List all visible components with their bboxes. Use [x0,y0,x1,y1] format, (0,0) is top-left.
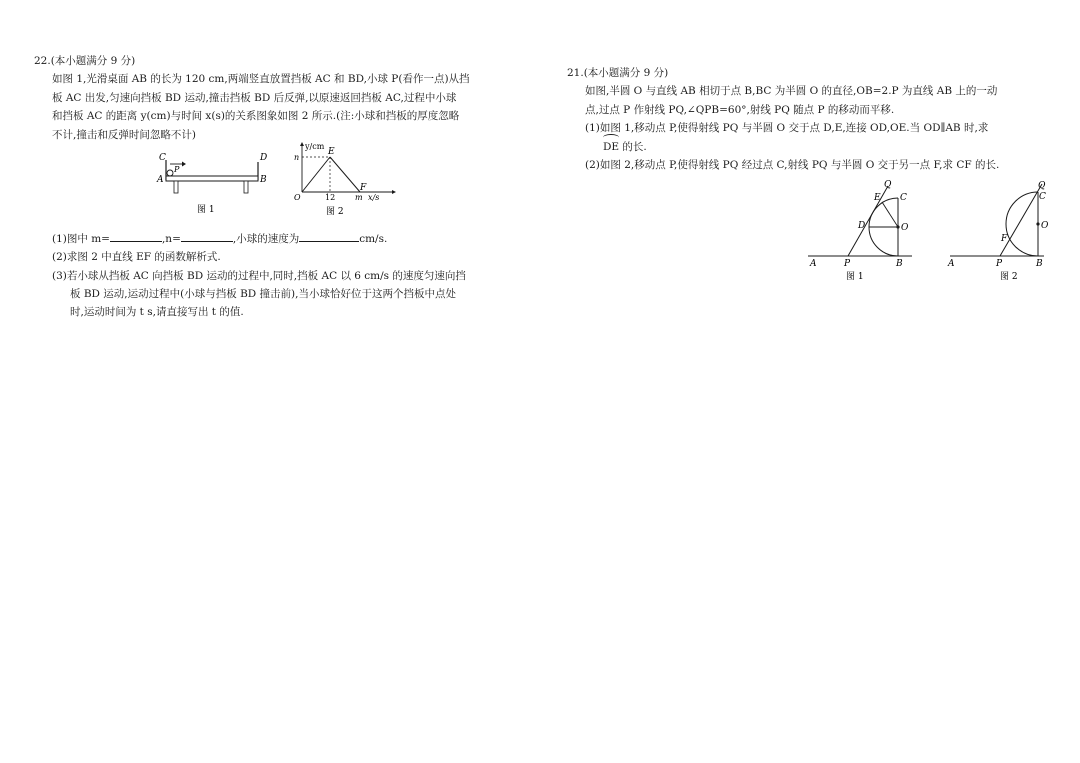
q22-sub1-m: (1)图中 m= [52,232,110,245]
q22-sub1-unit: cm/s. [359,232,388,245]
q22-figure-2 [288,140,398,218]
label-c: C [1039,192,1046,202]
label-12: 12 [325,193,336,202]
label-p: P [844,259,851,269]
y-axis-arrow-icon [300,142,304,146]
table-leg-right [244,181,248,193]
question-22 [34,52,514,322]
label-b: B [260,175,267,185]
label-x-s: x/s [368,193,380,202]
label-p: P [996,259,1003,269]
label-m: m [355,193,363,202]
label-f: F [360,183,367,193]
q21-figure-1 [800,178,924,286]
answer-blank-n [181,231,233,242]
q21-sub1-line-2 [567,138,1057,156]
q22-sub1 [34,230,514,248]
q22-figure-1 [152,150,272,218]
label-p: P [174,165,180,174]
label-c: C [900,193,907,203]
arc-de: DE [603,138,619,156]
q22-header: 22.(本小题满分 9 分) [34,55,136,67]
q22-sub3-line-2-text: 板 BD 运动,运动过程中(小球与挡板 BD 撞击前),当小球恰好位于这两个挡板中点处 [70,288,456,300]
q22-sub3-line-2 [34,285,514,303]
label-d: D [858,221,866,231]
q22-sub1-speed: ,小球的速度为 [232,232,300,245]
q21-sub1-tail: 的长. [619,140,647,153]
q22-sub3-line-3 [34,303,514,321]
answer-blank-speed [299,231,359,242]
label-f: F [1001,234,1008,244]
segment-oe [882,202,898,227]
question-21 [567,64,1057,174]
arrow-head-icon [182,162,186,167]
q21-figure-2 [944,178,1054,286]
table-leg-left [174,181,178,193]
label-e: E [328,147,335,157]
q22-line-4: 不计,撞击和反弹时间忽略不计) [52,128,196,141]
q22-sub2: (2)求图 2 中直线 EF 的函数解析式. [52,251,221,264]
label-o: O [901,223,909,233]
semicircle-o [1006,192,1038,256]
label-y-cm: y/cm [305,142,325,151]
center-o [1036,222,1039,225]
label-q: Q [1038,181,1046,191]
label-b: B [896,259,903,269]
q21-line-2: 点,过点 P 作射线 PQ,∠QPB=60°,射线 PQ 随点 P 的移动而平移. [585,103,895,116]
ray-pq [848,186,888,256]
q22-line-3: 和挡板 AC 的距离 y(cm)与时间 x(s)的关系图象如图 2 所示.(注:小球和挡板的厚度忽略 [52,110,460,123]
q22-sub1-n: ,n= [161,232,181,245]
caption-fig-1: 图 1 [846,272,864,282]
caption-fig-1: 图 1 [197,205,215,215]
label-a: A [948,259,955,269]
label-b: B [1036,259,1043,269]
label-n: n [294,153,300,162]
segment-oe [302,157,330,192]
ball-p [167,170,173,176]
segment-ef [330,157,360,192]
caption-fig-2: 图 2 [326,207,344,217]
q22-sub3-line-1: (3)若小球从挡板 AC 向挡板 BD 运动的过程中,同时,挡板 AC 以 6 cm/s 的速度匀速向挡 [52,269,466,282]
q21-header: 21.(本小题满分 9 分) [567,67,669,79]
table-top [166,176,258,181]
label-a: A [810,259,817,269]
label-o: O [1041,221,1049,231]
label-e: E [874,193,881,203]
label-c: C [159,153,166,163]
q22-figure-area [34,144,514,230]
label-d: D [260,153,268,163]
label-a: A [157,175,164,185]
center-o [896,225,899,228]
q21-line-1: 如图,半圆 O 与直线 AB 相切于点 B,BC 为半圆 O 的直径,OB=2.P 为直线 AB 上的一动 [585,85,998,98]
q22-sub3-line-3-text: 时,运动时间为 t s,请直接写出 t 的值. [70,306,244,319]
q22-line-2: 板 AC 出发,匀速向挡板 BD 运动,撞击挡板 BD 后反弹,以原速返回挡板 AC,过程中小球 [52,91,457,104]
caption-fig-2: 图 2 [1000,272,1018,282]
x-axis-arrow-icon [392,190,396,194]
label-q: Q [884,180,892,190]
q21-sub1-line-1: (1)如图 1,移动点 P,使得射线 PQ 与半圆 O 交于点 D,E,连接 OD,OE.当 OD∥AB 时,求 [585,122,989,135]
q22-line-1: 如图 1,光滑桌面 AB 的长为 120 cm,两端竖直放置挡板 AC 和 BD,小球 P(看作一点)从挡 [52,73,470,86]
label-o: O [294,193,301,202]
q21-sub2: (2)如图 2,移动点 P,使得射线 PQ 经过点 C,射线 PQ 与半圆 O 交于另一点 F,求 CF 的长. [585,158,1000,171]
answer-blank-m [110,231,162,242]
